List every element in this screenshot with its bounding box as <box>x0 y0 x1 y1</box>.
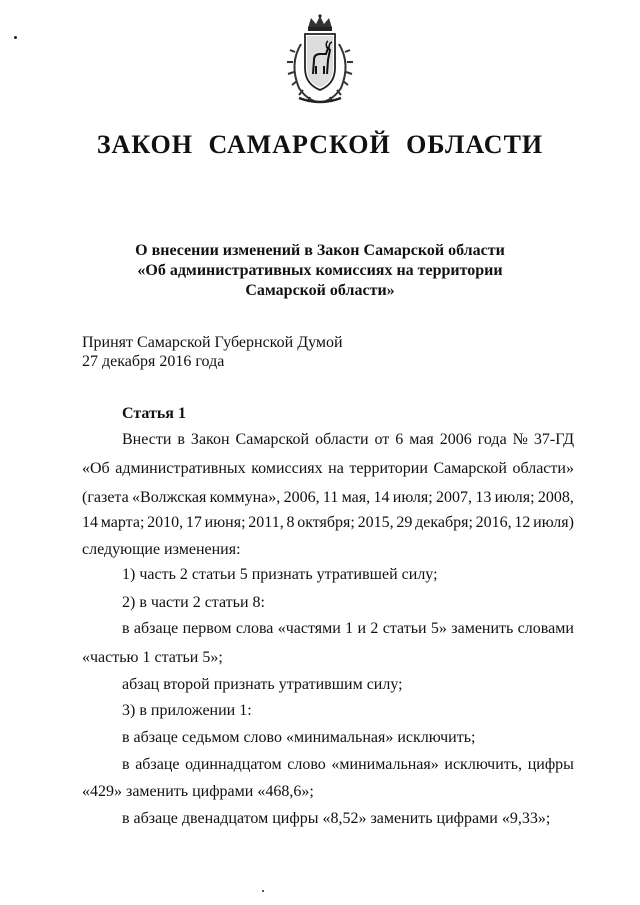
list-item: 2) в части 2 статьи 8: <box>122 594 265 611</box>
body-line: 14 марта; 2010, 17 июня; 2011, 8 октября; 2015, 29 декабря; 2016, 12 июля) <box>82 514 574 531</box>
body-line: Внести в Закон Самарской области от 6 мая 2006 года № 37-ГД <box>122 431 574 448</box>
samara-oblast-coat-of-arms-icon <box>281 14 359 106</box>
body-line: (газета «Волжская коммуна», 2006, 11 мая, 14 июля; 2007, 13 июля; 2008, <box>82 489 574 506</box>
adoption-body: Принят Самарской Губернской Думой <box>82 334 343 351</box>
subject-line: Самарской области» <box>245 282 395 299</box>
law-subject <box>80 241 560 301</box>
list-item: в абзаце двенадцатом цифры «8,52» заменить цифрами «9,33»; <box>122 810 551 827</box>
list-item: абзац второй признать утратившим силу; <box>122 676 403 693</box>
article-heading: Статья 1 <box>122 405 186 422</box>
body-line: «Об административных комиссиях на территории Самарской области» <box>82 460 574 477</box>
law-title: ЗАКОН САМАРСКОЙ ОБЛАСТИ <box>96 130 544 159</box>
body-line: «429» заменить цифрами «468,6»; <box>82 783 314 800</box>
scan-speck <box>14 36 17 39</box>
list-item: в абзаце седьмом слово «минимальная» исключить; <box>122 729 476 746</box>
body-line: в абзаце первом слова «частями 1 и 2 статьи 5» заменить словами <box>122 620 574 637</box>
adoption-info <box>82 333 343 371</box>
list-item: 1) часть 2 статьи 5 признать утратившей силу; <box>122 566 438 583</box>
body-line: следующие изменения: <box>82 541 241 558</box>
subject-line: «Об административных комиссиях на территории <box>137 262 503 279</box>
list-item: 3) в приложении 1: <box>122 702 252 719</box>
body-line: «частью 1 статьи 5»; <box>82 649 223 666</box>
scan-speck <box>262 890 264 892</box>
body-line: в абзаце одиннадцатом слово «минимальная» исключить, цифры <box>122 756 574 773</box>
adoption-date: 27 декабря 2016 года <box>82 353 225 370</box>
subject-line: О внесении изменений в Закон Самарской области <box>135 242 505 259</box>
